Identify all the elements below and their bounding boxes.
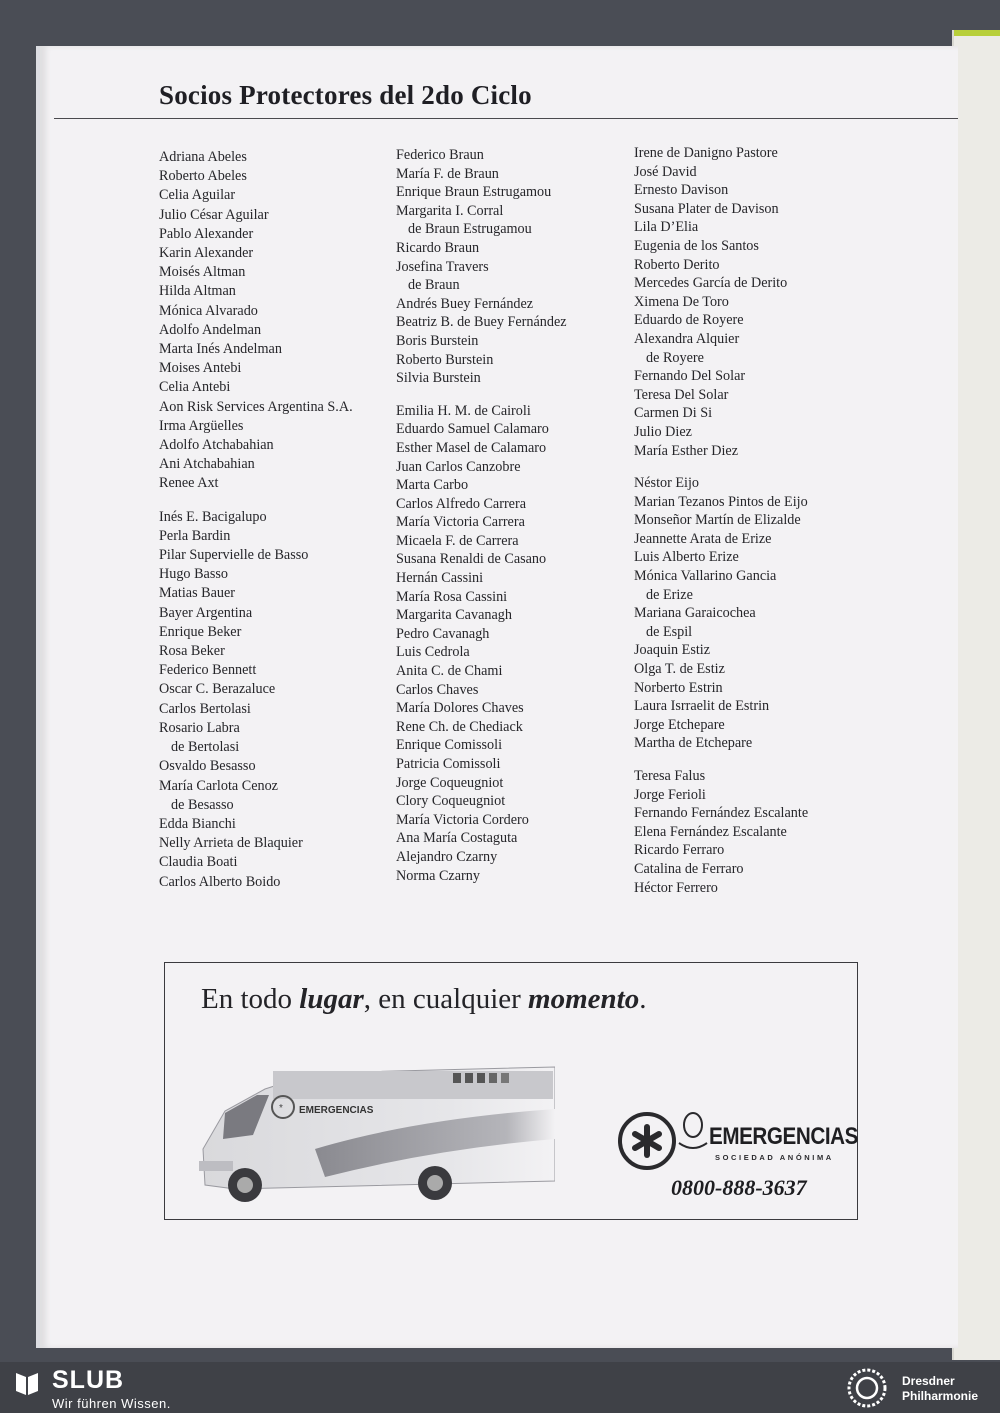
member-name: Carlos Alfredo Carrera [396, 495, 527, 512]
ad-headline-emphasis-1: lugar [299, 983, 364, 1015]
member-name: Edda Bianchi [159, 815, 236, 832]
member-name: Eduardo Samuel Calamaro [396, 421, 549, 438]
phone-number: 0800-888-3637 [671, 1175, 807, 1200]
company-name: EMERGENCIAS [709, 1123, 858, 1150]
group-spacer [634, 753, 808, 767]
member-name: Micaela F. de Carrera [396, 532, 519, 549]
member-name: Beatriz B. de Buey Fernández [396, 314, 567, 331]
ambulance-label: EMERGENCIAS [299, 1105, 374, 1116]
member-name: Enrique Beker [159, 623, 242, 640]
member-name: Susana Renaldi de Casano [396, 551, 547, 568]
partner-name-line-2: Philharmonie [902, 1389, 979, 1403]
member-name: Lila D’Elia [634, 219, 699, 236]
ad-headline [201, 983, 646, 1016]
member-name: Celia Antebi [159, 379, 231, 396]
member-name-continuation: de Espil [646, 623, 693, 640]
document-page [36, 46, 958, 1348]
member-name: Roberto Derito [634, 256, 720, 273]
member-name: Teresa Falus [634, 768, 706, 784]
member-name: Jeannette Arata de Erize [634, 530, 772, 547]
member-name: Pablo Alexander [159, 225, 254, 242]
member-name: Ernesto Davison [634, 182, 729, 199]
member-name: María Victoria Cordero [396, 811, 529, 828]
member-name-continuation: de Erize [646, 586, 693, 603]
group-spacer [159, 494, 353, 508]
member-name: Fernando Fernández Escalante [634, 805, 809, 822]
member-name: Jorge Ferioli [634, 786, 706, 803]
member-name: Enrique Comissoli [396, 737, 503, 754]
member-name: Julio César Aguilar [159, 206, 269, 223]
member-name: Adolfo Atchabahian [159, 437, 274, 454]
member-name: Mercedes García de Derito [634, 275, 788, 292]
member-name: Rosario Labra [159, 719, 240, 736]
member-name: Margarita I. Corral [396, 202, 504, 219]
member-name: Hilda Altman [159, 283, 236, 300]
ad-headline-end: . [639, 983, 647, 1015]
member-name-continuation: de Royere [646, 349, 704, 366]
member-name: Susana Plater de Davison [634, 200, 779, 217]
ad-headline-emphasis-2: momento [528, 983, 640, 1015]
member-name: María Esther Diez [634, 442, 738, 459]
member-name: Rene Ch. de Chediack [396, 718, 523, 735]
member-name: María Carlota Cenoz [159, 777, 278, 794]
member-name: Ricardo Braun [396, 239, 480, 256]
library-tagline: Wir führen Wissen. [52, 1396, 171, 1411]
member-name: María Victoria Carrera [396, 514, 525, 531]
member-name: María Dolores Chaves [396, 700, 524, 717]
member-name: Osvaldo Besasso [159, 758, 256, 775]
member-name: Julio Diez [634, 423, 692, 440]
member-name-continuation: de Besasso [171, 796, 234, 813]
member-name: Adolfo Andelman [159, 321, 262, 338]
member-name: Moises Antebi [159, 360, 242, 377]
member-name: Federico Braun [396, 147, 484, 163]
member-name: Carlos Alberto Boido [159, 873, 281, 890]
svg-text:*: * [279, 1103, 283, 1114]
member-name: Pedro Cavanagh [396, 625, 490, 642]
member-name-continuation: de Bertolasi [171, 739, 240, 756]
member-name: Perla Bardin [159, 527, 231, 544]
member-name: Rosa Beker [159, 643, 225, 660]
member-name: Roberto Abeles [159, 168, 247, 185]
member-name: Inés E. Bacigalupo [159, 508, 267, 525]
member-name: Margarita Cavanagh [396, 607, 512, 624]
member-name: Bayer Argentina [159, 604, 253, 621]
advertisement-box [164, 962, 858, 1220]
member-name-continuation: de Braun Estrugamou [408, 221, 532, 238]
member-name: Claudia Boati [159, 854, 238, 871]
member-name: Moisés Altman [159, 264, 246, 281]
philharmonie-logo-icon [842, 1366, 892, 1410]
member-name: Laura Isrraelit de Estrin [634, 698, 770, 715]
member-name: Jorge Etchepare [634, 716, 725, 733]
member-name: Karin Alexander [159, 245, 254, 262]
member-name: Monseñor Martín de Elizalde [634, 512, 801, 529]
member-name: Matias Bauer [159, 585, 236, 602]
member-name: Pilar Supervielle de Basso [159, 547, 309, 564]
member-name: Elena Fernández Escalante [634, 823, 787, 840]
member-name: Federico Bennett [159, 662, 257, 679]
title-divider [54, 118, 958, 119]
member-name: Silvia Burstein [396, 370, 481, 387]
page-title: Socios Protectores del 2do Ciclo [159, 80, 532, 110]
member-name: Joaquin Estiz [634, 642, 711, 659]
member-name: Nelly Arrieta de Blaquier [159, 835, 303, 852]
member-name: Celia Aguilar [159, 187, 236, 204]
member-name: Eduardo de Royere [634, 312, 744, 329]
member-name: María F. de Braun [396, 165, 499, 182]
member-name: María Rosa Cassini [396, 588, 508, 605]
member-name: Carmen Di Si [634, 405, 713, 422]
viewer-footer [0, 1362, 1000, 1413]
group-spacer [396, 388, 567, 402]
members-column-1 [159, 148, 353, 892]
member-name: Enrique Braun Estrugamou [396, 184, 552, 201]
member-name: Roberto Burstein [396, 351, 494, 368]
member-name: Jorge Coqueugniot [396, 774, 504, 791]
member-name: Adriana Abeles [159, 149, 247, 165]
member-name: Emilia H. M. de Cairoli [396, 402, 531, 419]
member-name: Anita C. de Chami [396, 663, 503, 680]
member-name: Aon Risk Services Argentina S.A. [159, 398, 353, 415]
member-name: Luis Cedrola [396, 644, 470, 661]
member-name: Ana María Costaguta [396, 830, 518, 847]
member-name: Norma Czarny [396, 867, 480, 884]
member-name: Andrés Buey Fernández [396, 295, 534, 312]
next-page-edge [952, 30, 1000, 1360]
slub-book-icon [14, 1369, 40, 1397]
member-name: Ani Atchabahian [159, 456, 255, 473]
member-name: Eugenia de los Santos [634, 237, 759, 254]
member-name: Luis Alberto Erize [634, 549, 739, 566]
members-column-2 [396, 146, 567, 885]
member-name: Hernán Cassini [396, 570, 484, 587]
member-name: Mónica Alvarado [159, 302, 258, 319]
member-name: Clory Coqueugniot [396, 793, 506, 810]
member-name: Olga T. de Estiz [634, 661, 725, 678]
member-name: Marta Inés Andelman [159, 341, 282, 358]
member-name: Norberto Estrin [634, 679, 723, 696]
member-name: José David [634, 163, 697, 180]
member-name: Fernando Del Solar [634, 368, 746, 385]
ambulance-image [195, 1049, 555, 1207]
member-name: Héctor Ferrero [634, 879, 718, 896]
member-name: Néstor Eijo [634, 475, 700, 492]
ad-headline-pre: En todo [201, 983, 300, 1015]
member-name: Juan Carlos Canzobre [396, 458, 521, 475]
member-name: Carlos Bertolasi [159, 700, 251, 717]
member-name: Alejandro Czarny [396, 848, 498, 865]
member-name: Esther Masel de Calamaro [396, 439, 547, 456]
member-name: Marian Tezanos Pintos de Eijo [634, 493, 808, 510]
member-name: Irma Argüelles [159, 417, 244, 434]
member-name: Josefina Travers [396, 258, 489, 275]
member-name: Carlos Chaves [396, 681, 479, 698]
member-name: Martha de Etchepare [634, 735, 753, 752]
members-column-3 [634, 144, 808, 897]
member-name: Teresa Del Solar [634, 386, 729, 403]
member-name: Renee Axt [159, 475, 219, 492]
library-name: SLUB [52, 1366, 125, 1394]
partner-name-line-1: Dresdner [902, 1374, 955, 1388]
member-name-continuation: de Braun [408, 277, 460, 294]
group-spacer [634, 460, 808, 474]
member-name: Mariana Garaicochea [634, 605, 756, 622]
company-subtitle: SOCIEDAD ANÓNIMA [715, 1153, 834, 1162]
member-name: Marta Carbo [396, 477, 469, 494]
member-name: Mónica Vallarino Gancia [634, 568, 777, 585]
member-name: Oscar C. Berazaluce [159, 681, 276, 698]
member-name: Boris Burstein [396, 332, 479, 349]
member-name: Catalina de Ferraro [634, 860, 744, 877]
member-name: Alexandra Alquier [634, 330, 740, 347]
member-name: Patricia Comissoli [396, 756, 501, 772]
ad-headline-mid: , en cualquier [363, 983, 529, 1015]
page-edge-accent [954, 30, 1000, 36]
member-name: Ricardo Ferraro [634, 842, 725, 859]
member-name: Hugo Basso [159, 566, 228, 583]
member-name: Ximena De Toro [634, 293, 729, 310]
member-name: Irene de Danigno Pastore [634, 145, 778, 161]
